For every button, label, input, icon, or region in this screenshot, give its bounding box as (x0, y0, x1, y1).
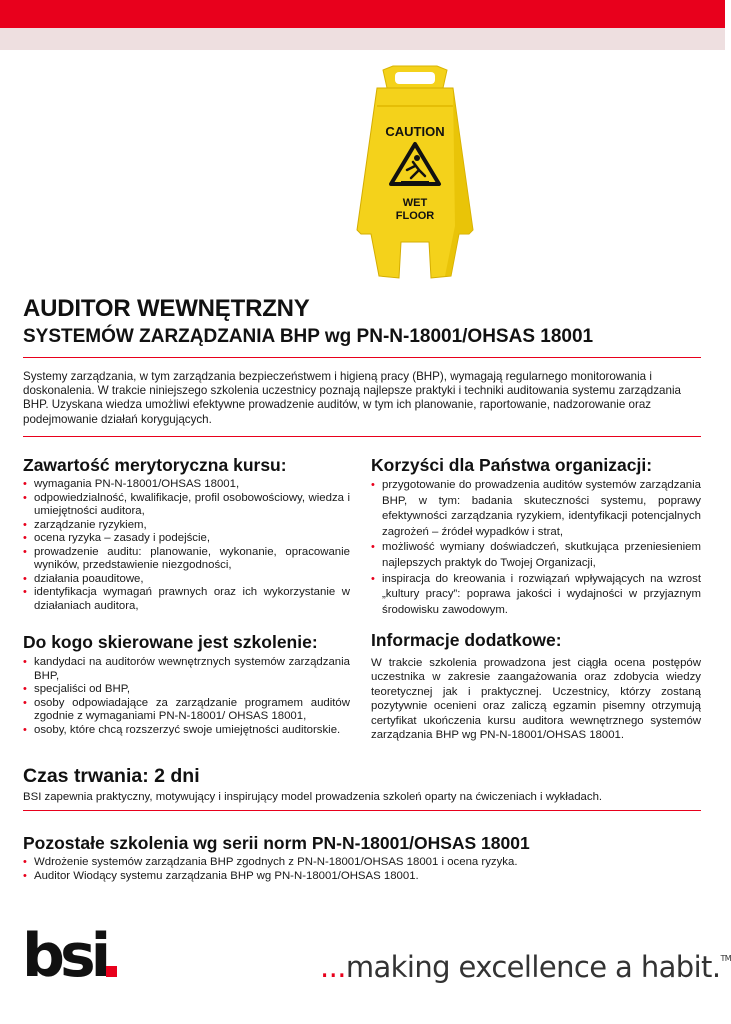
list-item: • kandydaci na auditorów wewnętrznych systemów zarządzania BHP, (23, 656, 350, 683)
list-item: • specjaliści od BHP, (23, 683, 350, 697)
bsi-logo (22, 921, 122, 991)
list-item: • odpowiedzialność, kwalifikacje, profil osobowościowy, wiedza i umiejętności auditora, (23, 492, 350, 519)
list-item: • inspiracja do kreowania i rozwiązań wpływających na wzrost „kultury pracy”: poprawa jakości i wydajności w przyjaznym środowisku zawodowym. (371, 572, 701, 619)
divider (23, 357, 701, 358)
list-item: • wymagania PN-N-18001/OHSAS 18001, (23, 478, 350, 492)
sign-caution-text: CAUTION (385, 124, 445, 139)
list-item: • identyfikacja wymagań prawnych oraz ich wykorzystanie w działaniach auditora, (23, 586, 350, 613)
page-subtitle: SYSTEMÓW ZARZĄDZANIA BHP wg PN-N-18001/OHSAS 18001 (23, 326, 594, 347)
other-list (23, 856, 703, 883)
list-item: • możliwość wymiany doświadczeń, skutkująca przeniesieniem najlepszych praktyk do Twojej Organizacji, (371, 540, 701, 571)
list-item: • prowadzenie auditu: planowanie, wykonanie, opracowanie wyników, przedstawienie niezgodności, (23, 546, 350, 573)
divider (23, 436, 701, 437)
sign-wet-text: WET (402, 197, 428, 209)
intro-paragraph: Systemy zarządzania, w tym zarządzania bezpieczeństwem i higieną pracy (BHP), wymagają regularnego monitorowania i doskonalenia. W trakcie niniejszego szkolenia uczestnicy poznają najlepsze praktyki i techniki auditowania systemu zarządzania BHP. Uzyskana wiedza umożliwi efektywne prowadzenie auditów, w tym ich planowanie, raportowanie, nadzorowanie oraz podejmowanie działań korygujących. (23, 370, 681, 426)
list-item: • ocena ryzyka – zasady i podejście, (23, 532, 350, 546)
duration-text: BSI zapewnia praktyczny, motywujący i inspirujący model prowadzenia szkoleń oparty na ćwiczeniach i wykładach. (23, 791, 603, 803)
page-title: AUDITOR WEWNĘTRZNY (23, 295, 310, 322)
top-red-band (0, 0, 725, 28)
tagline (320, 950, 731, 984)
sign-floor-text: FLOOR (395, 210, 435, 222)
benefits-list (371, 478, 701, 618)
list-item: • Wdrożenie systemów zarządzania BHP zgodnych z PN-N-18001/OHSAS 18001 i ocena ryzyka. (23, 856, 703, 870)
content-list (23, 478, 350, 613)
svg-text:bsi: bsi (22, 921, 107, 991)
info-heading: Informacje dodatkowe: (371, 630, 562, 650)
benefits-heading: Korzyści dla Państwa organizacji: (371, 455, 653, 475)
list-item: • przygotowanie do prowadzenia auditów systemów zarządzania BHP, w tym: badania skuteczności systemu, poprawy efektywności zarządzania ryzykiem, identyfikacji potencjalnych zagrożeń – źródeł wypadków i strat, (371, 478, 701, 540)
content-heading: Zawartość merytoryczna kursu: (23, 455, 287, 475)
other-heading: Pozostałe szkolenia wg serii norm PN-N-18001/OHSAS 18001 (23, 833, 530, 853)
divider (23, 810, 701, 811)
list-item: • działania poauditowe, (23, 573, 350, 587)
top-pink-band (0, 28, 725, 50)
wet-floor-sign-image (355, 66, 475, 290)
list-item: • osoby, które chcą rozszerzyć swoje umiejętności auditorskie. (23, 724, 350, 738)
tagline-text: making excellence a habit. (345, 950, 721, 984)
trademark-mark: TM (720, 954, 731, 963)
audience-list (23, 656, 350, 737)
info-paragraph: W trakcie szkolenia prowadzona jest ciągła ocena postępów uczestnika w zakresie zaangażowania oraz zdobycia wiedzy teoretycznej jak i praktycznej. Uczestnicy, którzy zostaną pozytywnie ocenieni oraz zaliczą egzamin pisemny otrzymują certyfikat ukończenia kursu auditora wewnętrznego systemów zarządzania BHP wg PN-N-18001/OHSAS 18001. (371, 657, 701, 742)
list-item: • osoby odpowiadające za zarządzanie programem auditów zgodnie z wymaganiami PN-N-18001/ OHSAS 18001, (23, 697, 350, 724)
tagline-dots: ... (320, 950, 346, 984)
audience-heading: Do kogo skierowane jest szkolenie: (23, 632, 318, 652)
list-item: • zarządzanie ryzykiem, (23, 519, 350, 533)
duration-heading: Czas trwania: 2 dni (23, 765, 200, 787)
list-item: • Auditor Wiodący systemu zarządzania BHP wg PN-N-18001/OHSAS 18001. (23, 870, 703, 884)
